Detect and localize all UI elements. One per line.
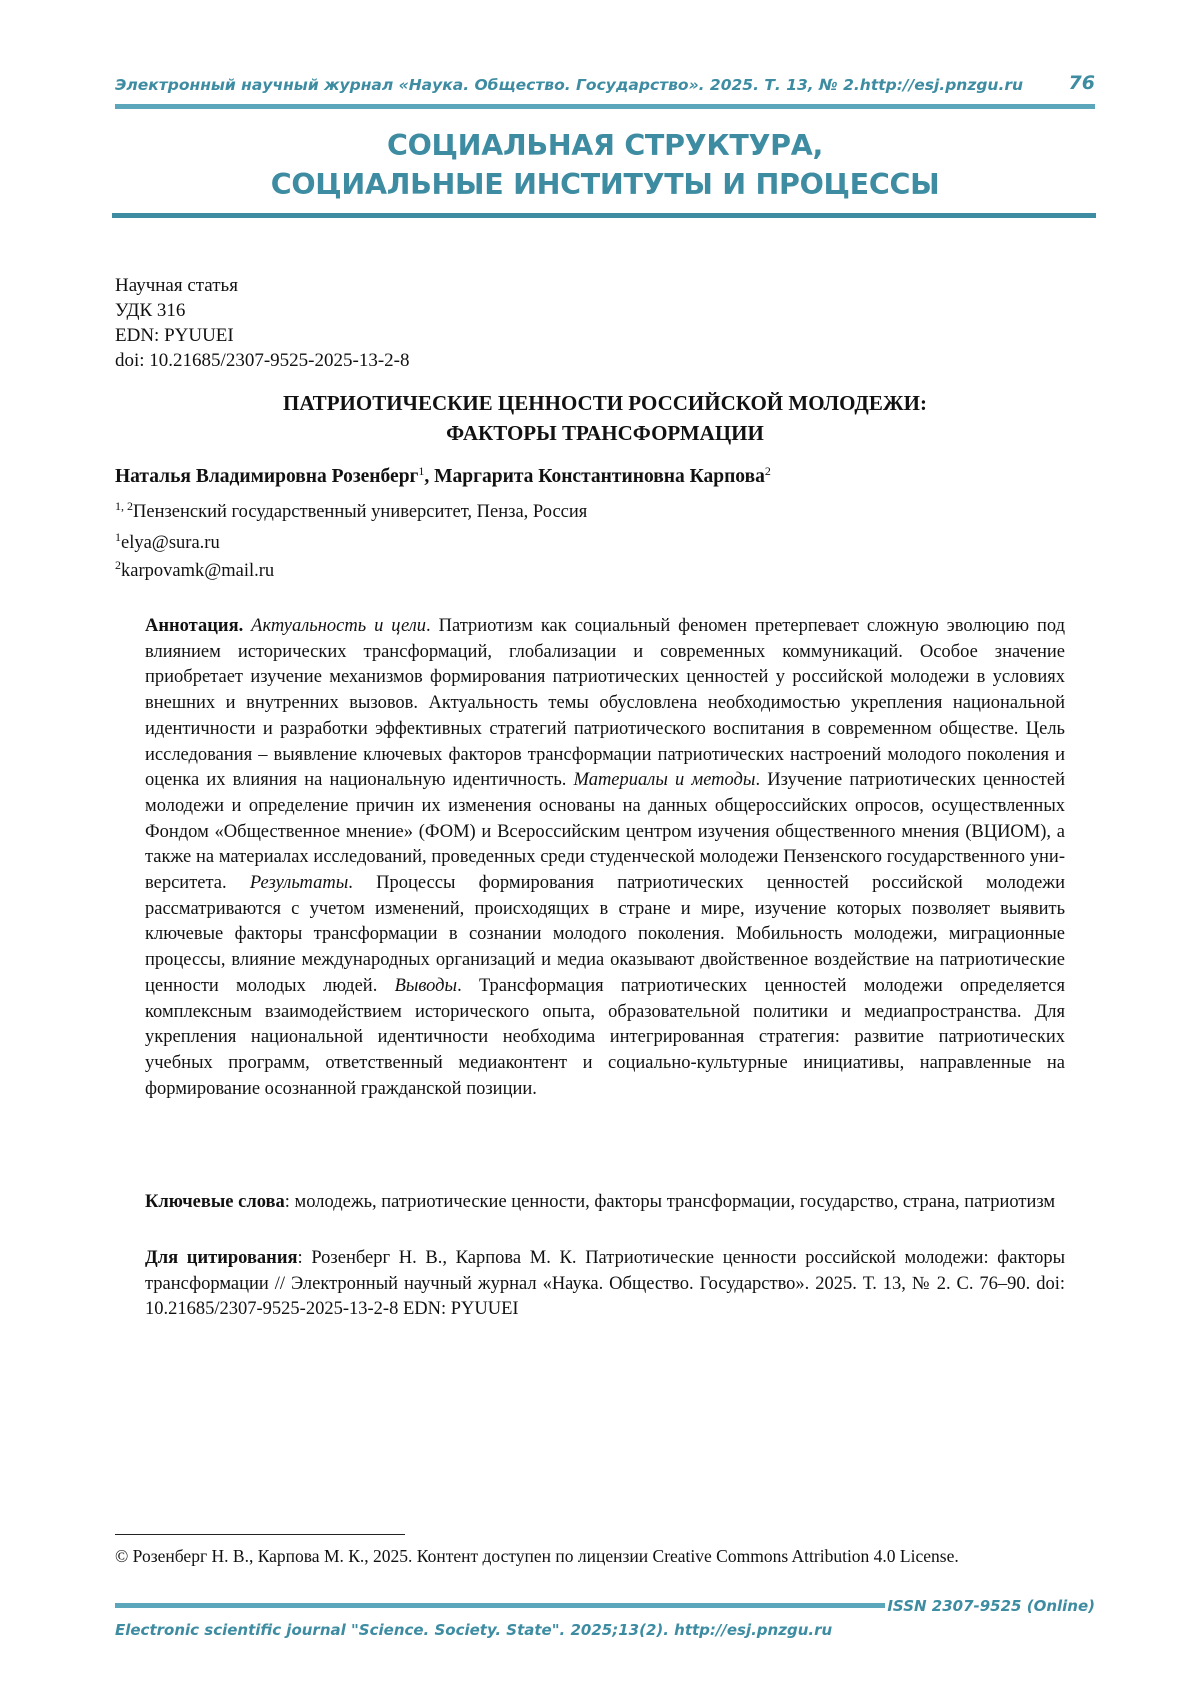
edn: EDN: PYUUEI: [115, 325, 234, 346]
author-separator: ,: [424, 466, 435, 487]
citation-text: : Розенберг Н. В., Карпова М. К. Патриотические ценности российской молодежи: факторы трансформации // Электронный научный журнал «Наука. Общество. Государство». 2025. Т. 13, № 2. С. 76–90. doi: 10.21685/2307-9525-2025-13-2-8 EDN: PYUUEI: [145, 1248, 1065, 1320]
author-2: Маргарита Константиновна Карпова: [434, 466, 765, 487]
email-2-row: [115, 558, 275, 582]
keywords: [145, 1190, 1065, 1216]
footer-journal-en[interactable]: Electronic scientific journal "Science. Society. State". 2025;13(2). http://esj.pnzgu.ru: [115, 1621, 833, 1639]
abstract: [145, 614, 1065, 1102]
section-title-line2: СОЦИАЛЬНЫЕ ИНСТИТУТЫ И ПРОЦЕССЫ: [270, 168, 940, 201]
abstract-text-conclusions: . Трансформация патриотических ценностей молодежи определяется комплексным взаимодействием исторического опыта, образовательной политики и медиапространства. Для укрепления национальной идентичности необходима интегрированная стратегия: развитие патриотических учебных программ, ответственный медиаконтент и социально-культурные инициативы, направленные на формирование осознанной гражданской позиции.: [145, 975, 1065, 1099]
section-title-line1: СОЦИАЛЬНАЯ СТРУКТУРА,: [386, 129, 824, 162]
article-title-line2: ФАКТОРЫ ТРАНСФОРМАЦИИ: [446, 421, 764, 445]
abstract-heading-conclusions: Выводы: [394, 975, 458, 996]
citation: [145, 1246, 1065, 1323]
email-2[interactable]: karpovamk@mail.ru: [121, 561, 275, 581]
abstract-text-relevance: . Патриотизм как социальный феномен претерпевает сложную эволюцию под влиянием исторических трансформаций, глобализации и современных коммуникаций. Особое значение приобретает изучение механизмов формирования патриотических ценностей у российской молодежи в условиях внешних и внутренних вызовов. Актуальность темы обусловлена необходимостью укрепления национальной идентичности и разработки эффективных стратегий патриотического воспитания в современном обществе. Цель исследования – выявление ключевых факторов трансформации патриотических настроений молодого поколения и оценка их влияния на национальную идентичность.: [145, 616, 1066, 791]
citation-label: Для цитирования: [145, 1248, 298, 1268]
article-type: Научная статья: [115, 275, 238, 296]
email-1-sup: 1: [115, 530, 121, 544]
keywords-label: Ключевые слова: [145, 1192, 285, 1212]
abstract-heading-relevance: Актуальность и цели: [251, 616, 427, 636]
udk: УДК 316: [115, 300, 186, 321]
section-title: [115, 126, 1095, 204]
affiliation-sup: 1, 2: [115, 499, 133, 513]
header-rule: [115, 104, 1095, 109]
email-1[interactable]: elya@sura.ru: [121, 533, 220, 553]
abstract-heading-methods: Материалы и методы: [573, 770, 756, 791]
email-2-sup: 2: [115, 558, 121, 572]
abstract-text-results: . Процессы формирования патриотических ценностей российской молодежи рассматриваются с учетом изменений, происходящих в стране и мире, изучение которых позволяет выявить ключевые факторы трансформации в сознании молодого поколения. Мобильность молодежи, миграционные процессы, влияние международных организаций и медиа оказывают двойственное воздействие на патриотические ценности молодых людей.: [145, 873, 1065, 996]
article-meta: [115, 273, 409, 373]
footer-rule: [115, 1603, 885, 1608]
abstract-heading-results: Результаты: [249, 873, 349, 894]
author-2-sup: 2: [764, 464, 771, 478]
footnote-rule: [115, 1534, 405, 1535]
doi: doi: 10.21685/2307-9525-2025-13-2-8: [115, 350, 410, 371]
affiliation-text: Пензенский государственный университет, Пенза, Россия: [133, 502, 588, 522]
section-rule: [112, 213, 1096, 218]
authors: [115, 466, 771, 488]
abstract-label: Аннотация.: [145, 616, 244, 636]
author-1-sup: 1: [418, 464, 425, 478]
running-header: [115, 70, 1095, 100]
affiliation: [115, 499, 588, 523]
author-1: Наталья Владимировна Розенберг: [115, 466, 419, 487]
license-footnote: © Розенберг Н. В., Карпова М. К., 2025. Контент доступен по лицензии Creative Commons Attribution 4.0 License.: [115, 1546, 959, 1566]
page-number: 76: [1068, 72, 1095, 94]
journal-header-title: Электронный научный журнал «Наука. Общество. Государство». 2025. Т. 13, № 2.http://esj.pnzgu.ru: [115, 76, 1024, 94]
article-title-line1: ПАТРИОТИЧЕСКИЕ ЦЕННОСТИ РОССИЙСКОЙ МОЛОДЕЖИ:: [283, 391, 927, 415]
keywords-text: : молодежь, патриотические ценности, факторы трансформации, государство, страна, патриотизм: [284, 1192, 1056, 1212]
issn: ISSN 2307-9525 (Online): [887, 1597, 1095, 1615]
abstract-text-methods: . Изучение патриотических ценностей молодежи и определение причин их изменения основаны на данных общероссийских опросов, осуществленных Фондом «Общественное мнение» (ФОМ) и Всероссийским центром изучения общественного мнения (ВЦИОМ), а также на материалах исследований, проведенных среди студенческой молодежи Пензенского государственного университета.: [145, 770, 1066, 894]
email-1-row: [115, 530, 220, 554]
article-title: [115, 388, 1095, 448]
